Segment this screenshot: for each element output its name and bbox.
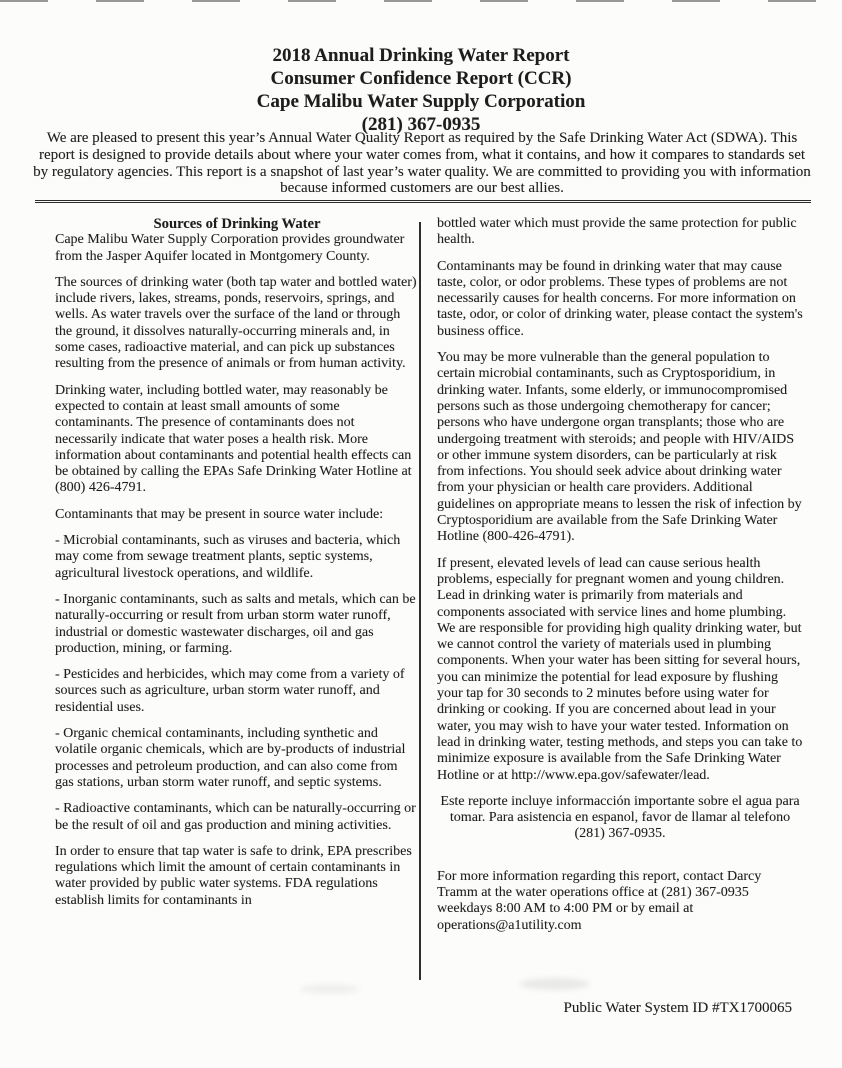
right-paragraph-lead: If present, elevated levels of lead can cause serious health problems, especially for pregnant women and young children. Lead in drinking water is primarily from materials and components associated with service lines and home plumbing. We are responsible for providing high quality drinking water, but we cannot control the variety of materials used in plumbing components. When your water has been sitting for several hours, you can minimize the potential for lead exposure by flushing your tap for 30 seconds to 2 minutes before using water for drinking or cooking. If you are concerned about lead in your water, you may wish to have your water tested. Information on lead in drinking water, testing methods, and steps you can take to minimize exposure is available from the Safe Drinking Water Hotline or at http://www.epa.gov/safewater/lead. [437,555,803,783]
sources-of-drinking-water-heading: Sources of Drinking Water [153,216,321,232]
bullet-organic-chemical: - Organic chemical contaminants, including synthetic and volatile organic chemicals, which are by-products of industrial processes and petroleum production, and can also come from gas stations, urban storm water runoff, and septic systems. [55,726,406,790]
scan-smudge [300,984,360,994]
left-paragraph-list-intro: Contaminants that may be present in source water include: [55,506,384,522]
right-paragraph-taste-odor: Contaminants may be found in drinking water that may cause taste, color, or odor problems. These types of problems are not necessarily causes for health concerns. For more information on taste, odor, or color of drinking water, please contact the system's business office. [437,258,803,339]
report-phone-line: (281) 367-0935 [361,114,481,135]
bullet-radioactive: - Radioactive contaminants, which can be naturally-occurring or be the result of oil and gas production and mining activities. [55,801,416,833]
left-paragraph-provider: Cape Malibu Water Supply Corporation provides groundwater from the Jasper Aquifer located in Montgomery County. [55,232,405,264]
report-header [0,44,842,136]
left-paragraph-contaminants: Drinking water, including bottled water, may reasonably be expected to contain at least small amounts of some contaminants. The presence of contaminants does not necessarily indicate that water poses a health risk. More information about contaminants and potential health effects can be obtained by calling the EPAs Safe Drinking Water Hotline at (800) 426-4791. [55,382,412,496]
bullet-inorganic: - Inorganic contaminants, such as salts and metals, which can be naturally-occurring or result from urban storm water runoff, industrial or domestic wastewater discharges, oil and gas production, mining, or farming. [55,591,416,656]
bullet-microbial: - Microbial contaminants, such as viruses and bacteria, which may come from sewage treatment plants, septic systems, agricultural livestock operations, and wildlife. [55,533,401,581]
column-divider-line [419,222,421,980]
right-paragraph-vulnerable: You may be more vulnerable than the general population to certain microbial contaminants, such as Cryptosporidium, in drinking water. Infants, some elderly, or immunocompromised persons such as those undergoing chemotherapy for cancer; persons who have undergone organ transplants; those who are undergoing treatment with steroids; and people with HIV/AIDS or other immune system disorders, can be particularly at risk from infections. You should seek advice about drinking water from your physician or health care providers. Additional guidelines on appropriate means to lessen the risk of infection by Cryptosporidium are available from the Safe Drinking Water Hotline (800-426-4791). [437,350,802,545]
right-paragraph-bottled-water: bottled water which must provide the same protection for public health. [437,216,797,248]
report-title-line-1: 2018 Annual Drinking Water Report [272,45,570,66]
left-column [55,216,419,919]
report-title-line-3: Cape Malibu Water Supply Corporation [256,91,586,112]
left-paragraph-sources: The sources of drinking water (both tap water and bottled water) include rivers, lakes, streams, ponds, reservoirs, springs, and wells. As water travels over the surface of the land or through the ground, it dissolves naturally-occurring minerals and, in some cases, radioactive material, and can pick up substances resulting from the presence of animals or from human activity. [55,274,417,372]
left-paragraph-epa-fda: In order to ensure that tap water is safe to drink, EPA prescribes regulations which limit the amount of certain contaminants in water provided by public water systems. FDA regulations establish limits for contaminants in [55,843,412,908]
bullet-pesticides: - Pesticides and herbicides, which may come from a variety of sources such as agriculture, urban storm water runoff, and residential uses. [55,667,405,715]
spanish-notice: Este reporte incluye informacción importante sobre el agua para tomar. Para asistencia en espanol, favor de llamar al telefono (281) 367-0935. [440,793,800,842]
scan-artifact-top-edge [0,0,842,2]
intro-paragraph: We are pleased to present this year’s Annual Water Quality Report as required by the Safe Drinking Water Act (SDWA). This report is designed to provide details about where your water comes from, what it contains, and how it compares to standards set by regulatory agencies. This report is a snapshot of last year’s water quality. We are committed to providing you with information because informed customers are our best allies. [33,130,811,197]
header-divider-rule [35,200,811,203]
public-water-system-id: Public Water System ID #TX1700065 [563,1000,792,1016]
report-title-line-2: Consumer Confidence Report (CCR) [270,68,572,89]
right-column [437,216,803,944]
contact-info: For more information regarding this report, contact Darcy Tramm at the water operations office at (281) 367-0935 weekdays 8:00 AM to 4:00 PM or by email at operations@a1utility.com [437,868,762,933]
scan-smudge [520,978,590,990]
